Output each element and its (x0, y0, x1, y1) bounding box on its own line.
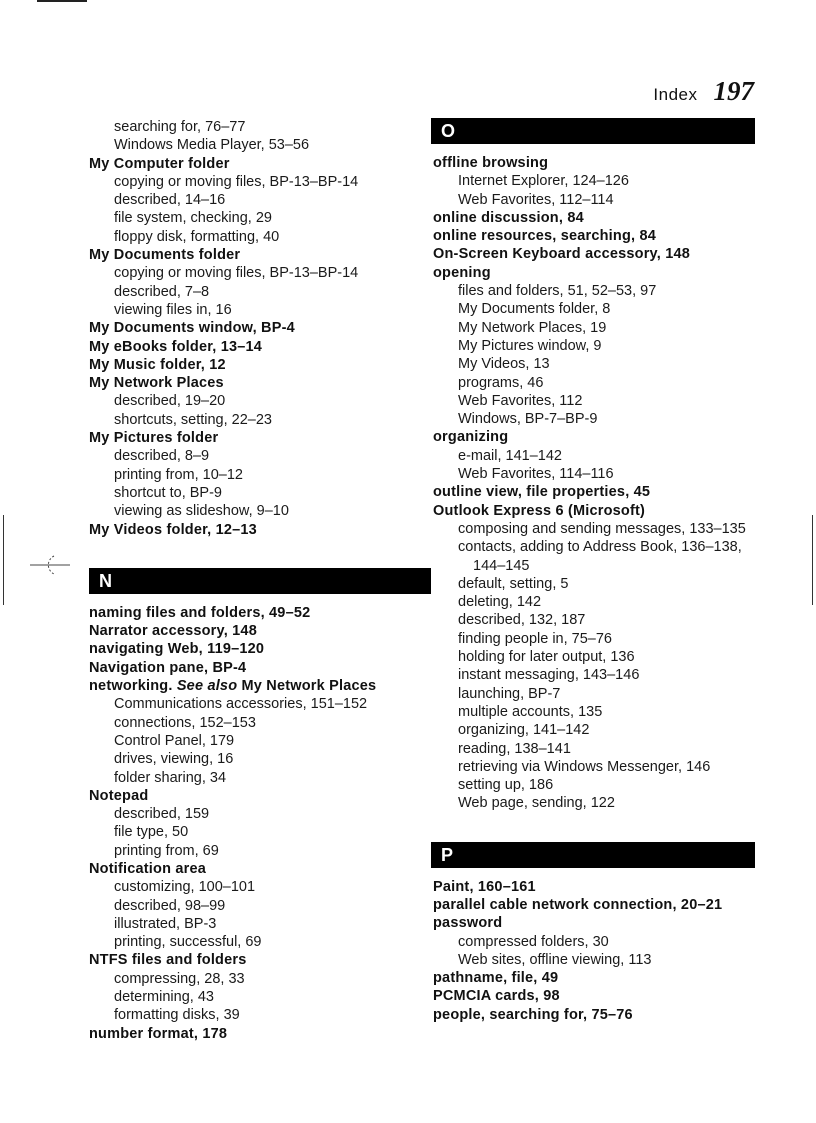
index-subentry: Web sites, offline viewing, 113 (458, 951, 652, 968)
index-subentry: contacts, adding to Address Book, 136–138, (458, 539, 742, 556)
index-subentry: printing, successful, 69 (114, 934, 262, 951)
index-entry: Outlook Express 6 (Microsoft) (433, 502, 646, 519)
index-subentry: described, 7–8 (114, 283, 210, 300)
index-entry: My Documents window, BP-4 (89, 320, 295, 337)
index-subentry: determining, 43 (114, 989, 214, 1006)
index-subentry: instant messaging, 143–146 (458, 667, 640, 684)
index-entry: My Videos folder, 12–13 (89, 521, 257, 538)
index-subentry: composing and sending messages, 133–135 (458, 520, 746, 537)
index-subentry: holding for later output, 136 (458, 649, 635, 666)
see-also-target: My Network Places (241, 678, 377, 695)
index-subentry: customizing, 100–101 (114, 879, 256, 896)
index-subentry: formatting disks, 39 (114, 1007, 240, 1024)
index-subentry: drives, viewing, 16 (114, 751, 234, 768)
index-entry: people, searching for, 75–76 (433, 1006, 633, 1023)
index-entry: My Computer folder (89, 155, 230, 172)
page-number: 197 (713, 76, 754, 106)
index-subentry: connections, 152–153 (114, 714, 256, 731)
index-entry: My Network Places (89, 375, 224, 392)
index-entry-networking (89, 677, 409, 695)
running-head (653, 76, 754, 107)
entries-n-part-1 (89, 604, 409, 677)
index-entry: opening (433, 264, 491, 281)
index-entry: Notification area (89, 860, 207, 877)
networking-term: networking. (89, 678, 173, 695)
index-entry: parallel cable network connection, 20–21 (433, 896, 723, 913)
index-subentry: Web page, sending, 122 (458, 795, 615, 812)
section-header-o: O (431, 118, 755, 144)
index-subentry: described, 159 (114, 806, 210, 823)
index-subentry: searching for, 76–77 (114, 119, 246, 135)
index-entry: outline view, file properties, 45 (433, 484, 651, 501)
index-entry: My Pictures folder (89, 430, 219, 447)
index-subentry: files and folders, 51, 52–53, 97 (458, 283, 657, 300)
index-subentry: setting up, 186 (458, 777, 554, 794)
index-subentry: illustrated, BP-3 (114, 915, 217, 932)
index-entry: Navigation pane, BP-4 (89, 659, 247, 676)
entries-p (433, 878, 753, 1024)
index-subentry: Internet Explorer, 124–126 (458, 173, 629, 190)
index-subentry: shortcut to, BP-9 (114, 484, 222, 501)
top-rule (37, 0, 87, 2)
index-subentry: folder sharing, 34 (114, 769, 227, 786)
index-subentry: e-mail, 141–142 (458, 447, 562, 464)
see-also-label: See also (176, 678, 238, 695)
right-edge-line (812, 515, 813, 605)
index-subentry: organizing, 141–142 (458, 722, 590, 739)
index-subentry: printing from, 10–12 (114, 466, 243, 483)
entries-m-continued (89, 118, 409, 539)
index-entry: navigating Web, 119–120 (89, 641, 265, 658)
index-subentry: compressing, 28, 33 (114, 970, 245, 987)
index-subentry: Web Favorites, 114–116 (458, 466, 614, 483)
index-subentry: described, 98–99 (114, 897, 226, 914)
index-subentry: described, 19–20 (114, 393, 226, 410)
index-column-left (89, 118, 409, 1043)
index-subentry: launching, BP-7 (458, 685, 561, 702)
index-subentry: described, 14–16 (114, 192, 226, 209)
section-header-n: N (89, 568, 431, 594)
index-entry: naming files and folders, 49–52 (89, 604, 311, 621)
index-subentry: described, 132, 187 (458, 612, 586, 629)
entries-o (433, 154, 753, 813)
section-header-p: P (431, 842, 755, 868)
index-subentry: My Documents folder, 8 (458, 301, 611, 318)
index-subentry: Web Favorites, 112 (458, 392, 583, 409)
index-subentry: reading, 138–141 (458, 740, 571, 757)
index-subentry: floppy disk, formatting, 40 (114, 228, 280, 245)
index-subentry: My Network Places, 19 (458, 319, 607, 336)
entries-n-part-2 (89, 695, 409, 1043)
index-subentry: compressed folders, 30 (458, 933, 609, 950)
index-subentry: shortcuts, setting, 22–23 (114, 411, 272, 428)
index-column-right (433, 118, 753, 1024)
index-subentry: Web Favorites, 112–114 (458, 191, 614, 208)
index-entry: password (433, 915, 503, 932)
index-subentry: printing from, 69 (114, 842, 219, 859)
index-subentry: file system, checking, 29 (114, 210, 272, 227)
index-entry: On-Screen Keyboard accessory, 148 (433, 246, 690, 263)
index-subentry: Control Panel, 179 (114, 732, 235, 749)
index-subentry: My Videos, 13 (458, 356, 550, 373)
crop-mark-icon (30, 552, 70, 582)
index-entry: Paint, 160–161 (433, 878, 536, 895)
index-entry: Notepad (89, 787, 149, 804)
index-subentry: Windows Media Player, 53–56 (114, 137, 310, 154)
index-subentry: copying or moving files, BP-13–BP-14 (114, 173, 359, 190)
section-gap (433, 813, 753, 842)
index-entry: Narrator accessory, 148 (89, 623, 257, 640)
index-entry: number format, 178 (89, 1025, 228, 1042)
index-entry: online resources, searching, 84 (433, 228, 656, 245)
index-subentry: copying or moving files, BP-13–BP-14 (114, 265, 359, 282)
index-entry: My eBooks folder, 13–14 (89, 338, 263, 355)
index-subentry: default, setting, 5 (458, 575, 569, 592)
index-subentry: 144–145 (473, 557, 530, 574)
index-subentry: programs, 46 (458, 374, 544, 391)
index-subentry: finding people in, 75–76 (458, 630, 612, 647)
index-subentry: deleting, 142 (458, 594, 542, 611)
index-subentry: viewing files in, 16 (114, 301, 232, 318)
index-subentry: file type, 50 (114, 824, 189, 841)
index-subentry: viewing as slideshow, 9–10 (114, 503, 289, 520)
index-entry: NTFS files and folders (89, 952, 247, 969)
running-head-label: Index (653, 85, 698, 104)
index-entry: pathname, file, 49 (433, 970, 559, 987)
index-entry: organizing (433, 429, 509, 446)
index-subentry: Windows, BP-7–BP-9 (458, 411, 598, 428)
index-entry: online discussion, 84 (433, 209, 584, 226)
index-subentry: multiple accounts, 135 (458, 703, 603, 720)
index-subentry: My Pictures window, 9 (458, 337, 602, 354)
index-entry: My Documents folder (89, 247, 241, 264)
left-edge-line (3, 515, 4, 605)
index-subentry: described, 8–9 (114, 448, 210, 465)
section-gap (89, 539, 409, 568)
index-subentry: retrieving via Windows Messenger, 146 (458, 758, 711, 775)
index-entry: My Music folder, 12 (89, 356, 226, 373)
index-entry: PCMCIA cards, 98 (433, 988, 560, 1005)
index-subentry: Communications accessories, 151–152 (114, 696, 368, 713)
index-entry: offline browsing (433, 155, 549, 171)
